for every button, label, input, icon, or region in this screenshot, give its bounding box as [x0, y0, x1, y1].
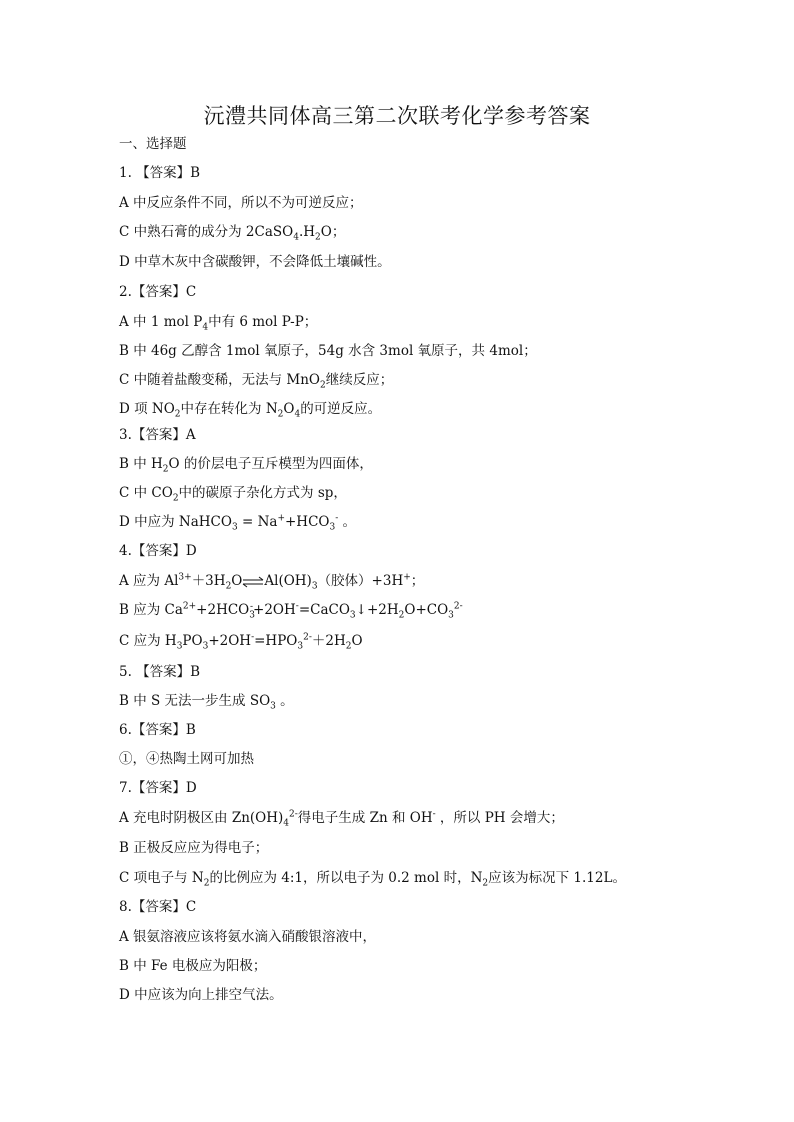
answer-2-note-c: C 中随着盐酸变稀，无法与 MnO$_2$继续反应；	[119, 372, 394, 391]
answer-3-note-b: B 中 $H_2O$ 的价层电子互斥模型为四面体，	[119, 456, 373, 475]
document-title: 沅澧共同体高三第二次联考化学参考答案	[203, 104, 591, 128]
answer-1-note-a: A 中反应条件不同，所以不为可逆反应；	[119, 195, 363, 211]
answer-2-heading: 2.【答案】C	[119, 284, 197, 300]
answer-1-heading: 1. 【答案】B	[119, 165, 201, 181]
answer-8-heading: 8.【答案】C	[119, 899, 197, 915]
answer-4-heading: 4.【答案】D	[119, 543, 197, 559]
answer-8-note-a: A 银氨溶液应该将氨水滴入硝酸银溶液中，	[119, 929, 377, 945]
answer-2-note-d: D 项 $NO_2$中存在转化为 $N_2O_4$的可逆反应。	[119, 401, 382, 420]
answer-2-note-b: B 中 46g 乙醇含 1mol 氧原子，54g 水含 3mol 氧原子，共 4mol；	[119, 343, 537, 359]
equilibrium-arrow-icon	[242, 576, 264, 588]
answer-1-note-c: C 中熟石膏的成分为 $2CaSO_4.H_2O$；	[119, 224, 346, 243]
answer-3-note-d: D 中应为 NaHCO$_3$ = $Na^++HCO_3^-$ 。	[119, 513, 357, 533]
answer-4-note-c: C 应为 $H_3PO_3+2OH^-=HPO_3^{2-}+2H_2O$	[119, 632, 363, 652]
answer-3-note-c: C 中 $CO_2$中的碳原子杂化方式为 sp，	[119, 485, 347, 504]
answer-6-heading: 6.【答案】B	[119, 722, 196, 738]
answer-7-note-c: C 项电子与 $N_2$的比例应为 4:1，所以电子为 0.2 mol 时，$N_2$应该为标况下 1.12L。	[119, 870, 626, 889]
answer-2-note-a: A 中 1 mol $P_4$中有 6 mol P-P；	[119, 314, 318, 333]
answer-7-heading: 7.【答案】D	[119, 780, 197, 796]
answer-4-note-a: A 应为 $Al^{3+}+3H_2O$ $Al(OH)_3$（胶体）+3H+；	[119, 572, 425, 592]
answer-5-heading: 5. 【答案】B	[119, 664, 201, 680]
answer-6-note: ①，④热陶土网可加热	[119, 751, 254, 767]
answer-3-heading: 3.【答案】A	[119, 427, 196, 443]
answer-7-note-a: A 充电时阴极区由 $Zn(OH)_4^{2-}$得电子生成 Zn 和 OH- ，所以 PH 会增大；	[119, 809, 564, 829]
answer-1-note-d: D 中草木灰中含碳酸钾，不会降低土壤碱性。	[119, 254, 391, 270]
answer-4-note-b: B 应为 $Ca^{2+}+2HCO_3^-+2OH^-=CaCO_3↓+2H_2O+CO_3^{2-}$	[119, 601, 463, 621]
answer-7-note-b: B 正极反应应为得电子；	[119, 840, 269, 856]
answer-5-note-b: B 中 S 无法一步生成 $SO_3$ 。	[119, 693, 294, 712]
answer-8-note-b: B 中 Fe 电极应为阳极；	[119, 958, 267, 974]
answer-8-note-d: D 中应该为向上排空气法。	[119, 987, 283, 1003]
section-heading: 一、选择题	[119, 136, 187, 152]
